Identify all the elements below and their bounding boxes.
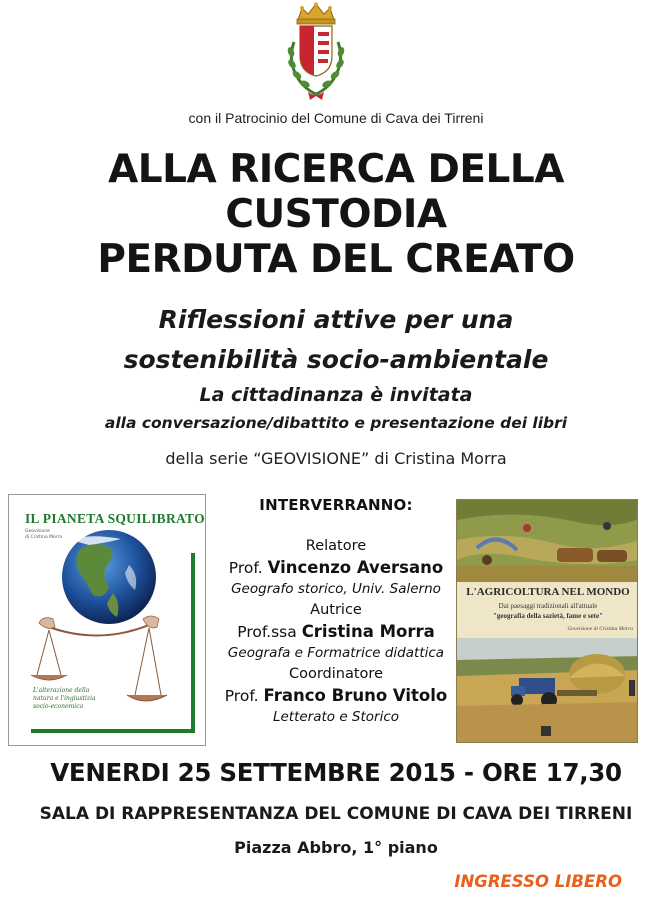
- book-right-author: Geovisione di Cristina Morra: [567, 626, 633, 632]
- admission-label: INGRESSO LIBERO: [454, 872, 622, 891]
- speaker-title: Prof.: [228, 559, 263, 577]
- speaker-name-line: [208, 557, 464, 579]
- speaker-entry: [208, 535, 464, 599]
- book-left-quote: [33, 687, 96, 711]
- subtitle: [0, 300, 672, 380]
- speaker-role: Autrice: [310, 602, 362, 618]
- book-left-title: IL PIANETA SQUILIBRATO: [25, 511, 205, 526]
- speaker-name: Cristina Morra: [301, 622, 435, 641]
- speaker-role: Relatore: [305, 538, 367, 554]
- speaker-title: Prof.ssa: [237, 623, 297, 641]
- subtitle-line-2: sostenibilità socio-ambientale: [123, 345, 549, 374]
- speaker-name-line: [208, 621, 464, 643]
- main-title: [0, 147, 672, 282]
- coat-of-arms-emblem: [280, 2, 352, 102]
- speaker-title: Prof.: [224, 687, 259, 705]
- event-venue: SALA DI RAPPRESENTANZA DEL COMUNE DI CAVA DEI TIRRENI: [39, 804, 633, 824]
- book-cover-pianeta-squilibrato: [8, 494, 206, 746]
- title-line-3: PERDUTA DEL CREATO: [97, 237, 575, 282]
- patronage-text: con il Patrocinio del Comune di Cava dei Tirreni: [188, 110, 484, 126]
- book-left-quote-line-3: socio-economica: [33, 703, 84, 710]
- speaker-description: Geografo storico, Univ. Salerno: [231, 581, 441, 597]
- speaker-name-line: [208, 685, 464, 707]
- speaker-description: Letterato e Storico: [272, 709, 400, 725]
- event-date-time: VENERDI 25 SETTEMBRE 2015 - ORE 17,30: [50, 758, 622, 787]
- speaker-role: Coordinatore: [288, 666, 383, 682]
- speaker-description: Geografa e Formatrice didattica: [227, 645, 445, 661]
- book-left-series: Geovisione: [25, 529, 50, 534]
- book-left-author: di Cristina Morra: [25, 535, 63, 540]
- speaker-name: Franco Bruno Vitolo: [263, 686, 448, 705]
- subtitle-line-1: Riflessioni attive per una: [158, 305, 514, 334]
- invitation-detail: alla conversazione/dibattito e presentazione dei libri: [104, 414, 568, 432]
- book-right-subtitle-1: Dai paesaggi tradizionali all'attuale: [498, 602, 598, 610]
- book-left-quote-line-1: L'alterazione della: [33, 687, 90, 694]
- speaker-name: Vincenzo Aversano: [267, 558, 444, 577]
- book-right-subtitle-2: "geografia della sazietà, fame e sete": [492, 612, 603, 620]
- event-address: Piazza Abbro, 1° piano: [234, 838, 438, 857]
- book-cover-agricoltura: [456, 499, 638, 743]
- speaker-entry: [208, 663, 464, 727]
- book-left-quote-line-2: natura e l'ingiustizia: [33, 695, 96, 702]
- book-series-line: della serie “GEOVISIONE” di Cristina Morra: [165, 449, 507, 468]
- title-line-1: ALLA RICERCA DELLA: [108, 147, 564, 192]
- speakers-block: [208, 496, 464, 727]
- book-left-credits: [25, 529, 62, 541]
- book-right-title: L'AGRICOLTURA NEL MONDO: [466, 586, 630, 598]
- speakers-heading: INTERVERRANNO:: [259, 496, 413, 514]
- speaker-entry: [208, 599, 464, 663]
- invitation-heading: La cittadinanza è invitata: [199, 384, 473, 406]
- title-line-2: CUSTODIA: [225, 192, 447, 237]
